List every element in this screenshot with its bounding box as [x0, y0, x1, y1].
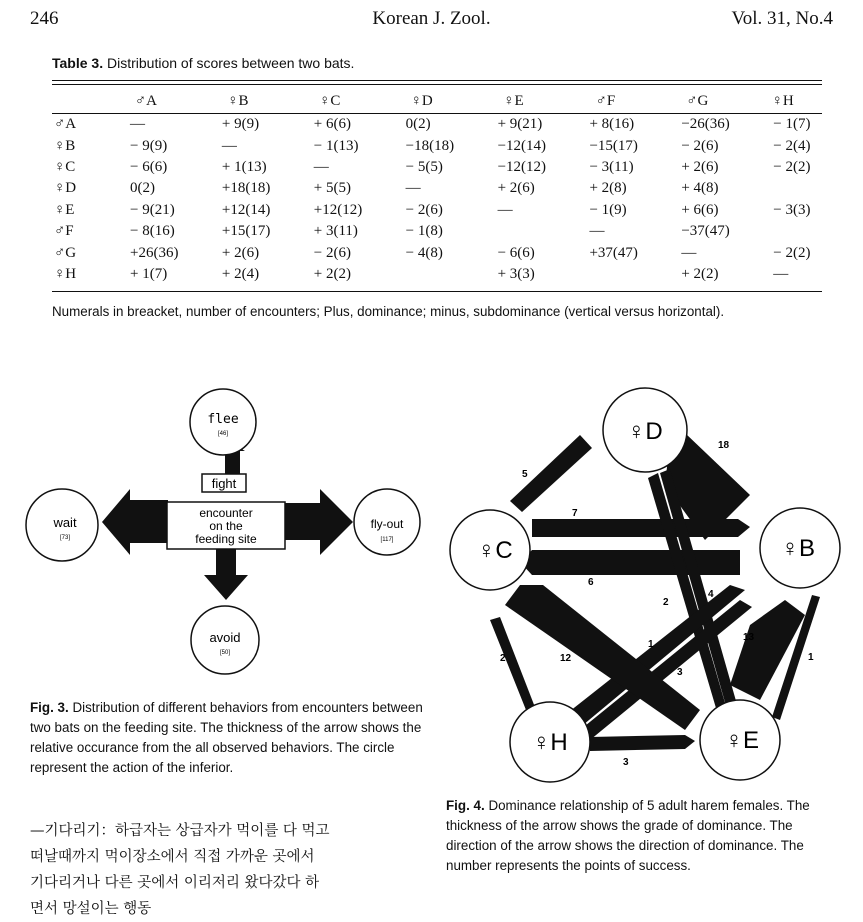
table-cell: − 8(16)	[130, 223, 175, 240]
table-cell: −37(47)	[681, 223, 730, 240]
table-cell: − 9(21)	[130, 201, 175, 218]
table-cell: − 2(2)	[773, 244, 811, 261]
table-cell: —	[221, 137, 237, 154]
column-header: ♂F	[595, 92, 616, 109]
table-caption-text: Distribution of scores between two bats.	[106, 55, 355, 71]
table-row	[52, 200, 822, 221]
table-cell: −12(12)	[497, 158, 547, 175]
row-header: ♀B	[54, 137, 76, 154]
korean-line: 떠날때까지 먹이장소에서 직접 가까운 곳에서	[30, 849, 315, 865]
encounter-line1: encounter	[199, 506, 253, 520]
column-header: ♀D	[410, 92, 433, 109]
label-C: ♀C	[477, 537, 513, 564]
column-header: ♀B	[227, 92, 249, 109]
label-E: ♀E	[724, 727, 760, 754]
label-flyout: fly-out	[370, 517, 404, 531]
table-cell: + 2(6)	[681, 158, 719, 175]
table-cell	[468, 221, 560, 242]
table-cell: − 2(2)	[773, 158, 811, 175]
korean-paragraph	[30, 818, 440, 922]
table-cell: − 1(7)	[773, 116, 811, 133]
fig3-caption-text: Distribution of different behaviors from encounters between two bats on the feeding site. The thickness of the arrow shows the relative occurance from the all observed behaviors. The circle represent the action of the inferior.	[30, 700, 423, 775]
table-cell	[376, 264, 468, 285]
table-top-rule	[52, 80, 822, 81]
table-cell: − 5(5)	[405, 158, 443, 175]
table-cell: + 2(4)	[221, 265, 260, 282]
table-cell: +12(12)	[313, 201, 363, 218]
table-cell: —	[589, 223, 605, 240]
table-cell: 0(2)	[405, 116, 431, 133]
column-header: ♀H	[771, 92, 794, 109]
table-cell: + 2(2)	[681, 265, 719, 282]
table-caption	[52, 55, 354, 71]
table-cell: + 9(21)	[497, 116, 543, 133]
arrow-C-to-B	[532, 519, 750, 537]
table-cell: + 2(6)	[497, 180, 535, 197]
table-cell: +15(17)	[221, 223, 271, 240]
table-cell: + 3(11)	[313, 223, 358, 240]
korean-line: 기다리거나 다른 곳에서 이리저리 왔다갔다 하	[30, 875, 320, 891]
count-flee: [46]	[217, 431, 229, 437]
count-flyout: [117]	[380, 537, 394, 543]
table-row	[52, 135, 822, 156]
arrow-B-to-C	[520, 550, 740, 575]
table-top-rule-2	[52, 84, 822, 85]
points-C-E: 12	[560, 653, 572, 664]
volume-label: Vol. 31, No.4	[731, 8, 833, 29]
table-caption-label: Table 3.	[52, 55, 104, 71]
table-row	[52, 114, 822, 135]
table-cell: +37(47)	[589, 244, 638, 261]
table-cell: − 2(6)	[405, 201, 443, 218]
fig4-caption-text: Dominance relationship of 5 adult harem females. The thickness of the arrow shows the grade of dominance. The direction of the arrow shows the direction of dominance. The number represents the points of success.	[446, 798, 810, 873]
table-cell: − 4(8)	[405, 244, 443, 261]
table-cell: + 1(13)	[221, 158, 267, 175]
table-cell: − 1(8)	[405, 223, 443, 240]
table-row	[52, 242, 822, 263]
label-wait: wait	[53, 515, 77, 530]
row-header: ♀H	[54, 265, 77, 282]
table-cell: − 6(6)	[130, 158, 168, 175]
table-row	[52, 221, 822, 242]
table-row	[52, 264, 822, 285]
table-cell: —	[497, 201, 513, 218]
table-cell: + 4(8)	[681, 180, 719, 197]
count-avoid: [50]	[219, 650, 231, 656]
points-H-B: 1	[648, 639, 654, 650]
table-cell: —	[313, 158, 329, 175]
column-header: ♂A	[134, 92, 157, 109]
table-row	[52, 157, 822, 178]
points-D-B: 18	[718, 440, 730, 451]
korean-line: 면서 망설이는 행동	[30, 901, 152, 917]
table-cell: − 1(9)	[589, 201, 627, 218]
arrow-C-to-H	[490, 617, 538, 720]
fig4-caption-label: Fig. 4.	[446, 798, 485, 813]
column-header: ♀E	[503, 92, 524, 109]
fig3-caption	[30, 698, 430, 778]
table-cell: + 6(6)	[313, 116, 351, 133]
arrow-to-wait	[102, 489, 168, 555]
table-cell	[743, 178, 822, 199]
table-cell: —	[773, 265, 789, 282]
encounter-line3: feeding site	[195, 532, 257, 546]
table-cell: + 8(16)	[589, 116, 635, 133]
table-cell: − 3(11)	[589, 158, 634, 175]
score-table	[52, 88, 822, 285]
column-header: ♂G	[686, 92, 709, 109]
figure-4	[440, 385, 855, 790]
table-cell: +18(18)	[221, 180, 271, 197]
label-D: ♀D	[627, 418, 663, 445]
points-C-H: 2	[500, 653, 506, 664]
points-B-C: 6	[588, 577, 594, 588]
label-flee: flee	[207, 412, 239, 427]
table-cell: + 2(2)	[313, 265, 351, 282]
column-header: ♀C	[319, 92, 341, 109]
table-cell: − 9(9)	[130, 137, 168, 154]
row-header: ♀E	[54, 201, 75, 218]
label-B: ♀B	[780, 535, 816, 562]
points-E-B: 1	[808, 652, 814, 663]
arrow-to-flyout	[285, 489, 353, 555]
table-cell: +26(36)	[130, 244, 179, 261]
table-cell: —	[130, 116, 145, 133]
encounter-line2: on the	[209, 519, 243, 533]
points-D-H: 2	[663, 597, 669, 608]
table-cell: + 5(5)	[313, 180, 351, 197]
table-cell: − 2(4)	[773, 137, 811, 154]
table-cell: − 3(3)	[773, 201, 811, 218]
table-bottom-rule	[52, 291, 822, 292]
page-number: 246	[30, 8, 59, 29]
table-cell: − 1(13)	[313, 137, 359, 154]
fig3-caption-label: Fig. 3.	[30, 700, 69, 715]
table-cell: −12(14)	[497, 137, 547, 154]
table-cell: −18(18)	[405, 137, 455, 154]
table-cell	[559, 264, 651, 285]
arrow-to-avoid	[204, 549, 248, 600]
points-C-D: 5	[522, 469, 528, 480]
table-cell: —	[405, 180, 421, 197]
journal-title: Korean J. Zool.	[372, 8, 491, 29]
table-cell: −26(36)	[681, 116, 730, 133]
table-row	[52, 178, 822, 199]
table-cell: −15(17)	[589, 137, 638, 154]
points-E-C: 3	[677, 667, 683, 678]
row-header: ♂A	[54, 116, 77, 133]
table-cell: − 2(6)	[313, 244, 351, 261]
fight-label: fight	[211, 476, 237, 491]
table-header-row	[52, 88, 822, 114]
points-D-E: 4	[708, 589, 714, 600]
table-cell	[743, 221, 822, 242]
table-cell: —	[681, 244, 697, 261]
table-cell: + 1(7)	[130, 265, 168, 282]
count-wait: [73]	[59, 535, 71, 541]
arrow-H-to-E	[590, 735, 695, 751]
table-cell: + 2(8)	[589, 180, 627, 197]
row-header: ♂G	[54, 244, 77, 261]
table-note: Numerals in breacket, number of encounters; Plus, dominance; minus, subdominance (vertical versus horizontal).	[52, 304, 725, 319]
corner-cell	[52, 88, 100, 114]
fig4-caption	[446, 796, 841, 876]
points-H-E: 3	[623, 757, 629, 768]
figure-3	[20, 385, 450, 695]
row-header: ♂F	[54, 223, 74, 240]
table-cell: − 2(6)	[681, 137, 719, 154]
label-avoid: avoid	[209, 630, 241, 645]
table-cell: + 2(6)	[221, 244, 260, 261]
korean-line: —기다리기：하급자는 상급자가 먹이를 다 먹고	[30, 823, 330, 839]
table-cell: + 6(6)	[681, 201, 719, 218]
table-cell: + 3(3)	[497, 265, 535, 282]
table-cell: +12(14)	[221, 201, 271, 218]
row-header: ♀C	[54, 158, 76, 175]
points-B-E: 13	[743, 632, 755, 643]
label-H: ♀H	[532, 729, 568, 756]
table-cell: + 9(9)	[221, 116, 260, 133]
table-cell: − 6(6)	[497, 244, 535, 261]
row-header: ♀D	[54, 180, 77, 197]
points-C-B: 7	[572, 508, 578, 519]
table-cell: 0(2)	[130, 180, 155, 197]
